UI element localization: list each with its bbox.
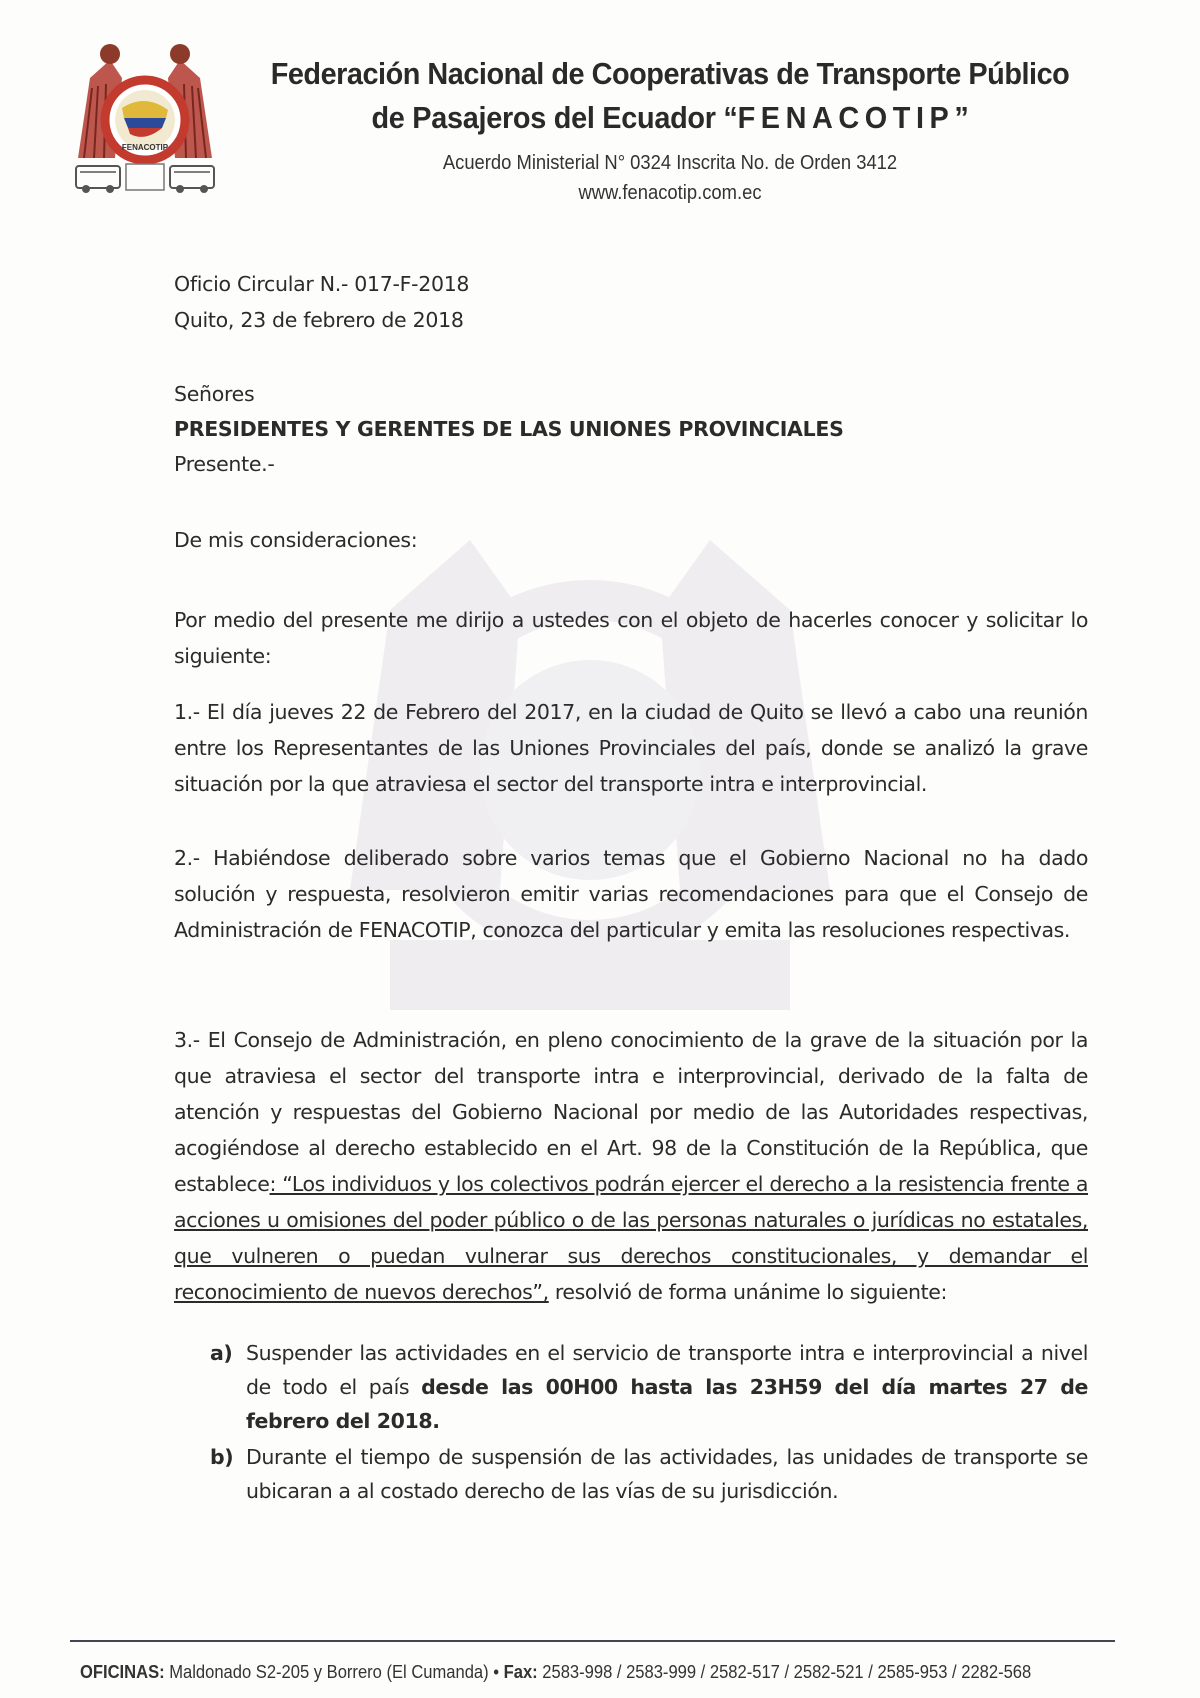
offices-address: Maldonado S2-205 y Borrero (El Cumanda) •	[164, 1662, 504, 1682]
line2-suffix: ”	[954, 100, 969, 135]
item-marker: b)	[210, 1445, 234, 1469]
letter-reference: Oficio Circular N.- 017-F-2018	[174, 272, 470, 296]
presente: Presente.-	[174, 452, 275, 476]
registration-line: Acuerdo Ministerial N° 0324 Inscrita No. de Orden 3412	[442, 152, 898, 174]
paragraph-3-start: 3.- El Consejo de Administración, en pleno conocimiento de la grave de la situación por la que atraviesa el sector del transporte intra e interprovincial, derivado de la falta de atención y respuestas del Gobierno Nacional por medio de las Autoridades respectivas, acogiéndose al derecho establecido en el Art. 98 de la Constitución de la República, que establece	[174, 1028, 1088, 1196]
logo-text: FENACOTIP	[121, 143, 169, 152]
fenacotip-logo	[70, 38, 220, 198]
paragraph-3-end: resolvió de forma unánime lo siguiente:	[548, 1280, 947, 1304]
intro-paragraph: Por medio del presente me dirijo a ustedes con el objeto de hacerles conocer y solicitar lo siguiente:	[174, 608, 1088, 668]
paragraph-1: 1.- El día jueves 22 de Febrero del 2017, en la ciudad de Quito se llevó a cabo una reunión entre los Representantes de las Uniones Provinciales del país, donde se analizó la grave situación por la que atraviesa el sector del transporte intra e interprovincial.	[174, 700, 1088, 796]
footer-contact	[80, 1662, 1037, 1683]
federation-name-line1: Federación Nacional de Cooperativas de Transporte Público	[270, 56, 1070, 91]
line2-prefix: de Pasajeros del Ecuador “	[371, 100, 738, 135]
fax-label: Fax:	[503, 1662, 538, 1682]
item-marker: a)	[210, 1341, 233, 1365]
acronym: FENACOTIP	[737, 100, 955, 135]
salutation: Señores	[174, 382, 255, 406]
paragraph-3	[174, 1022, 1088, 1310]
recipients: PRESIDENTES Y GERENTES DE LAS UNIONES PROVINCIALES	[174, 417, 844, 441]
item-text: Durante el tiempo de suspensión de las actividades, las unidades de transporte se ubicaran a al costado derecho de las vías de su jurisdicción.	[246, 1445, 1088, 1503]
footer-divider	[70, 1640, 1115, 1642]
letter-place-date: Quito, 23 de febrero de 2018	[174, 308, 464, 332]
constitution-quote: : “Los individuos y los colectivos podrán ejercer el derecho a la resistencia frente a acciones u omisiones del poder público o de las personas naturales o jurídicas no estatales, que vulneren o puedan vulnerar sus derechos constitucionales, y demandar el reconocimiento de nuevos derechos”,	[174, 1172, 1088, 1304]
offices-label: OFICINAS:	[80, 1662, 165, 1682]
paragraph-2: 2.- Habiéndose deliberado sobre varios temas que el Gobierno Nacional no ha dado solución y respuesta, resolvieron emitir varias recomendaciones para que el Consejo de Administración de FENACOTIP, conozca del particular y emita las resoluciones respectivas.	[174, 846, 1088, 942]
greeting: De mis consideraciones:	[174, 528, 418, 552]
fax-numbers: 2583-998 / 2583-999 / 2582-517 / 2582-521 / 2585-953 / 2282-568	[537, 1662, 1032, 1682]
website-link[interactable]: www.fenacotip.com.ec	[578, 182, 762, 204]
federation-name-line2	[261, 100, 1079, 136]
item-text: Suspender las actividades en el servicio de transporte intra e interprovincial a nivel de todo el país desde las 00H00 hasta las 23H59 del día martes 27 de febrero del 2018.	[246, 1341, 1088, 1433]
